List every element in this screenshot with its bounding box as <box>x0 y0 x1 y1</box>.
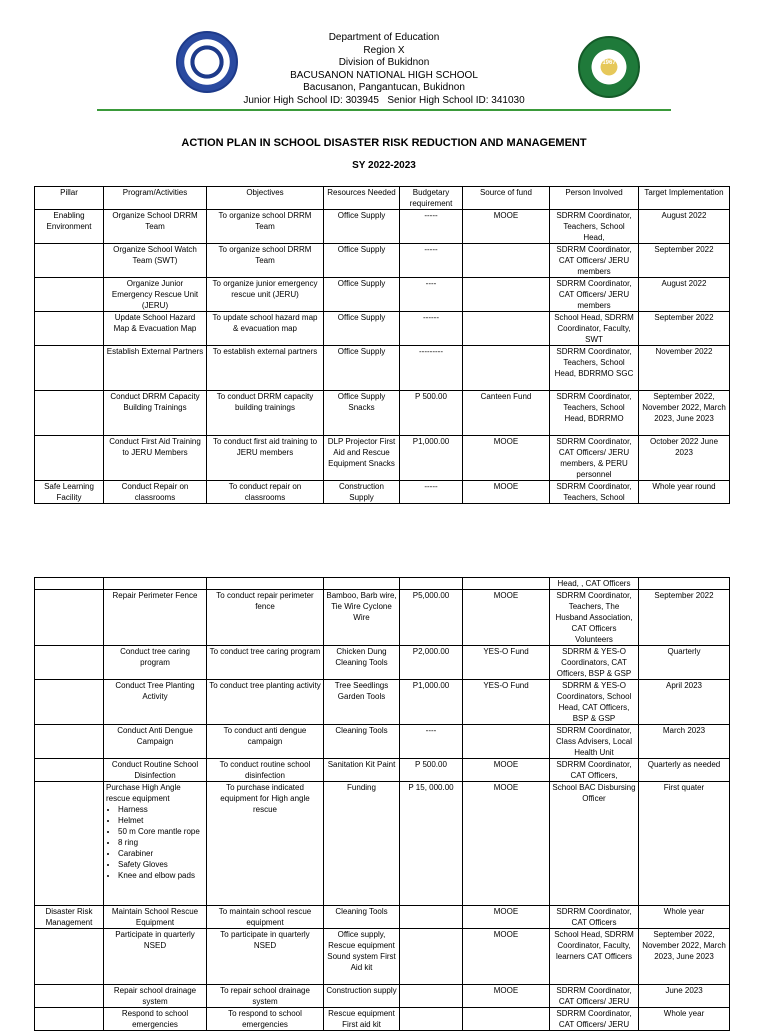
cell-resources: Office Supply <box>324 278 400 312</box>
letterhead-division: Division of Bukidnon <box>338 57 430 68</box>
action-plan-table-page2 <box>34 577 730 1031</box>
letterhead-region: Region X <box>363 44 405 56</box>
col-header-objectives: Objectives <box>207 187 324 210</box>
cell-objective: To conduct first aid training to JERU members <box>207 436 324 481</box>
cell-program: Maintain School Rescue Equipment <box>104 906 207 929</box>
cell-budget <box>400 929 463 985</box>
cell-program <box>104 782 207 906</box>
cell-fund: MOOE <box>463 481 550 504</box>
cell-resources: Office supply, Rescue equipment Sound system First Aid kit <box>324 929 400 985</box>
cell-target: August 2022 <box>639 210 730 244</box>
cell-program: Organize Junior Emergency Rescue Unit (JERU) <box>104 278 207 312</box>
action-plan-table-page1 <box>34 186 730 504</box>
table-row <box>35 725 730 759</box>
cell-budget: P5,000.00 <box>400 590 463 646</box>
cell-target: August 2022 <box>639 278 730 312</box>
cell-fund <box>463 278 550 312</box>
cell-objective: To update school hazard map & evacuation map <box>207 312 324 346</box>
table-row <box>35 436 730 481</box>
col-header-person-involved: Person Involved <box>550 187 639 210</box>
cell-program: Conduct First Aid Training to JERU Members <box>104 436 207 481</box>
cell-resources: Funding <box>324 782 400 906</box>
cell-fund: MOOE <box>463 985 550 1008</box>
table-row <box>35 906 730 929</box>
table-row <box>35 646 730 680</box>
cell-budget: ---- <box>400 278 463 312</box>
col-header-target: Target Implementation <box>639 187 730 210</box>
cell-budget: P 500.00 <box>400 759 463 782</box>
equipment-list-item: • Knee and elbow pads <box>118 870 204 881</box>
cell-objective: To conduct DRRM capacity building trainings <box>207 391 324 436</box>
cell-objective: To conduct tree planting activity <box>207 680 324 725</box>
cell-person: SDRRM Coordinator, CAT Officers/ JERU <box>550 1008 639 1031</box>
cell-fund <box>463 578 550 590</box>
cell-resources: Office Supply Snacks <box>324 391 400 436</box>
cell-pillar <box>35 782 104 906</box>
cell-objective: To respond to school emergencies <box>207 1008 324 1031</box>
cell-budget: P1,000.00 <box>400 436 463 481</box>
cell-budget: ----- <box>400 244 463 278</box>
cell-pillar <box>35 278 104 312</box>
cell-resources: Chicken Dung Cleaning Tools <box>324 646 400 680</box>
cell-pillar: Enabling Environment <box>35 210 104 244</box>
equipment-list <box>106 804 204 881</box>
cell-person: SDRRM Coordinator, Teachers, The Husband Association, CAT Officers Volunteers <box>550 590 639 646</box>
cell-fund <box>463 244 550 278</box>
cell-person: SDRRM Coordinator, CAT Officers/ JERU members <box>550 244 639 278</box>
cell-pillar <box>35 725 104 759</box>
cell-person: School BAC Disbursing Officer <box>550 782 639 906</box>
equipment-list-item: • 8 ring <box>118 837 204 848</box>
cell-person: Head, , CAT Officers <box>550 578 639 590</box>
cell-fund <box>463 312 550 346</box>
cell-fund <box>463 1008 550 1031</box>
cell-target: September 2022 <box>639 312 730 346</box>
cell-budget <box>400 985 463 1008</box>
table-row <box>35 578 730 590</box>
cell-pillar <box>35 436 104 481</box>
col-header-source-of-fund: Source of fund <box>463 187 550 210</box>
cell-resources: Office Supply <box>324 346 400 391</box>
cell-resources: Office Supply <box>324 312 400 346</box>
cell-program: Conduct Anti Dengue Campaign <box>104 725 207 759</box>
cell-resources <box>324 578 400 590</box>
cell-pillar <box>35 346 104 391</box>
cell-pillar <box>35 312 104 346</box>
cell-objective: To repair school drainage system <box>207 985 324 1008</box>
cell-objective: To purchase indicated equipment for High angle rescue <box>207 782 324 906</box>
cell-resources: DLP Projector First Aid and Rescue Equipment Snacks <box>324 436 400 481</box>
cell-resources: Cleaning Tools <box>324 906 400 929</box>
letterhead-address: Bacusanon, Pangantucan, Bukidnon <box>303 82 465 93</box>
cell-pillar <box>35 759 104 782</box>
document-title: ACTION PLAN IN SCHOOL DISASTER RISK REDUCTION AND MANAGEMENT <box>181 137 587 149</box>
cell-program: Conduct tree caring program <box>104 646 207 680</box>
cell-target: March 2023 <box>639 725 730 759</box>
cell-budget <box>400 1008 463 1031</box>
cell-pillar <box>35 646 104 680</box>
cell-program: Conduct DRRM Capacity Building Trainings <box>104 391 207 436</box>
cell-budget: ----- <box>400 481 463 504</box>
cell-budget: P2,000.00 <box>400 646 463 680</box>
cell-budget: P1,000.00 <box>400 680 463 725</box>
cell-program: Update School Hazard Map & Evacuation Map <box>104 312 207 346</box>
letterhead-divider <box>97 109 671 111</box>
cell-objective: To participate in quarterly NSED <box>207 929 324 985</box>
equipment-list-item: • Safety Gloves <box>118 859 204 870</box>
equipment-list-item: • Carabiner <box>118 848 204 859</box>
cell-budget <box>400 906 463 929</box>
table-row <box>35 346 730 391</box>
cell-budget: ----- <box>400 210 463 244</box>
cell-objective: To conduct anti dengue campaign <box>207 725 324 759</box>
cell-person: SDRRM Coordinator, CAT Officers/ JERU <box>550 985 639 1008</box>
cell-target: September 2022, November 2022, March 2023, June 2023 <box>639 929 730 985</box>
col-header-pillar: Pillar <box>35 187 104 210</box>
cell-program: Establish External Partners <box>104 346 207 391</box>
cell-target: Whole year <box>639 1008 730 1031</box>
cell-person: SDRRM Coordinator, Teachers, School Head, BDRRMO SGC <box>550 346 639 391</box>
cell-program <box>104 578 207 590</box>
cell-resources: Rescue equipment First aid kit <box>324 1008 400 1031</box>
cell-resources: Office Supply <box>324 244 400 278</box>
cell-objective: To organize school DRRM Team <box>207 244 324 278</box>
cell-target: Quarterly <box>639 646 730 680</box>
cell-resources: Cleaning Tools <box>324 725 400 759</box>
table-row <box>35 210 730 244</box>
cell-budget: P 500.00 <box>400 391 463 436</box>
letterhead-school-name: BACUSANON NATIONAL HIGH SCHOOL <box>290 69 478 81</box>
cell-person: SDRRM Coordinator, Class Advisers, Local Health Unit <box>550 725 639 759</box>
school-seal-year: 1967 <box>602 60 616 66</box>
table-row <box>35 680 730 725</box>
cell-fund: MOOE <box>463 436 550 481</box>
cell-program-text: Purchase High Angle rescue equipment <box>106 783 181 803</box>
cell-program: Organize School Watch Team (SWT) <box>104 244 207 278</box>
cell-resources: Construction supply <box>324 985 400 1008</box>
table-row <box>35 391 730 436</box>
table-header-row <box>35 187 730 210</box>
cell-pillar <box>35 578 104 590</box>
equipment-list-item: • Helmet <box>118 815 204 826</box>
table-row <box>35 278 730 312</box>
cell-budget: ---- <box>400 725 463 759</box>
cell-objective: To organize junior emergency rescue unit (JERU) <box>207 278 324 312</box>
cell-pillar <box>35 680 104 725</box>
equipment-list-item: • Harness <box>118 804 204 815</box>
cell-target: Whole year round <box>639 481 730 504</box>
cell-person: SDRRM & YES-O Coordinators, CAT Officers, BSP & GSP <box>550 646 639 680</box>
table-row <box>35 929 730 985</box>
cell-pillar <box>35 929 104 985</box>
cell-fund: YES-O Fund <box>463 646 550 680</box>
cell-fund: MOOE <box>463 906 550 929</box>
cell-target: September 2022 <box>639 244 730 278</box>
cell-fund: YES-O Fund <box>463 680 550 725</box>
cell-person: SDRRM Coordinator, CAT Officers/ JERU members, & PERU personnel <box>550 436 639 481</box>
cell-target: April 2023 <box>639 680 730 725</box>
cell-program: Conduct Routine School Disinfection <box>104 759 207 782</box>
cell-budget <box>400 578 463 590</box>
school-year: SY 2022-2023 <box>352 160 416 171</box>
cell-person: SDRRM Coordinator, CAT Officers, <box>550 759 639 782</box>
cell-resources: Office Supply <box>324 210 400 244</box>
cell-budget: ------ <box>400 312 463 346</box>
cell-objective: To conduct repair perimeter fence <box>207 590 324 646</box>
cell-target <box>639 578 730 590</box>
letterhead <box>0 32 768 107</box>
col-header-program: Program/Activities <box>104 187 207 210</box>
cell-person: School Head, SDRRM Coordinator, Faculty, learners CAT Officers <box>550 929 639 985</box>
table-row <box>35 481 730 504</box>
cell-objective: To maintain school rescue equipment <box>207 906 324 929</box>
table-row <box>35 759 730 782</box>
table-row <box>35 1008 730 1031</box>
table-row <box>35 782 730 906</box>
table-row <box>35 590 730 646</box>
cell-target: November 2022 <box>639 346 730 391</box>
cell-pillar: Disaster Risk Management <box>35 906 104 929</box>
cell-person: SDRRM Coordinator, CAT Officers <box>550 906 639 929</box>
cell-program: Repair school drainage system <box>104 985 207 1008</box>
cell-fund: MOOE <box>463 590 550 646</box>
cell-fund: MOOE <box>463 929 550 985</box>
cell-person: School Head, SDRRM Coordinator, Faculty, SWT <box>550 312 639 346</box>
cell-fund <box>463 725 550 759</box>
table-row <box>35 312 730 346</box>
cell-budget: P 15, 000.00 <box>400 782 463 906</box>
cell-resources: Bamboo, Barb wire, Tie Wire Cyclone Wire <box>324 590 400 646</box>
letterhead-department: Department of Education <box>328 32 440 43</box>
cell-objective: To organize school DRRM Team <box>207 210 324 244</box>
col-header-resources: Resources Needed <box>324 187 400 210</box>
cell-fund: MOOE <box>463 210 550 244</box>
equipment-list-item: • 50 m Core mantle rope <box>118 826 204 837</box>
cell-person: SDRRM Coordinator, Teachers, School <box>550 481 639 504</box>
cell-objective: To conduct routine school disinfection <box>207 759 324 782</box>
cell-program: Organize School DRRM Team <box>104 210 207 244</box>
cell-program: Repair Perimeter Fence <box>104 590 207 646</box>
cell-pillar: Safe Learning Facility <box>35 481 104 504</box>
cell-objective <box>207 578 324 590</box>
cell-target: June 2023 <box>639 985 730 1008</box>
cell-person: SDRRM & YES-O Coordinators, School Head, CAT Officers, BSP & GSP <box>550 680 639 725</box>
cell-resources: Sanitation Kit Paint <box>324 759 400 782</box>
cell-program: Respond to school emergencies <box>104 1008 207 1031</box>
table-row <box>35 244 730 278</box>
cell-person: SDRRM Coordinator, CAT Officers/ JERU members <box>550 278 639 312</box>
cell-person: SDRRM Coordinator, Teachers, School Head, BDRRMO <box>550 391 639 436</box>
cell-fund: MOOE <box>463 759 550 782</box>
cell-budget: --------- <box>400 346 463 391</box>
cell-objective: To establish external partners <box>207 346 324 391</box>
cell-target: October 2022 June 2023 <box>639 436 730 481</box>
cell-program: Conduct Tree Planting Activity <box>104 680 207 725</box>
cell-target: Whole year <box>639 906 730 929</box>
cell-target: Quarterly as needed <box>639 759 730 782</box>
cell-resources: Construction Supply <box>324 481 400 504</box>
cell-target: September 2022, November 2022, March 2023, June 2023 <box>639 391 730 436</box>
cell-pillar <box>35 391 104 436</box>
cell-pillar <box>35 1008 104 1031</box>
cell-fund: MOOE <box>463 782 550 906</box>
cell-objective: To conduct repair on classrooms <box>207 481 324 504</box>
cell-person: SDRRM Coordinator, Teachers, School Head, <box>550 210 639 244</box>
cell-pillar <box>35 244 104 278</box>
col-header-budget: Budgetary requirement <box>400 187 463 210</box>
cell-objective: To conduct tree caring program <box>207 646 324 680</box>
cell-program: Conduct Repair on classrooms <box>104 481 207 504</box>
cell-target: First quater <box>639 782 730 906</box>
table-row <box>35 985 730 1008</box>
cell-fund <box>463 346 550 391</box>
letterhead-school-ids: Junior High School ID: 303945 Senior High School ID: 341030 <box>243 94 525 106</box>
cell-resources: Tree Seedlings Garden Tools <box>324 680 400 725</box>
cell-fund: Canteen Fund <box>463 391 550 436</box>
cell-pillar <box>35 590 104 646</box>
cell-pillar <box>35 985 104 1008</box>
cell-target: September 2022 <box>639 590 730 646</box>
cell-program: Participate in quarterly NSED <box>104 929 207 985</box>
